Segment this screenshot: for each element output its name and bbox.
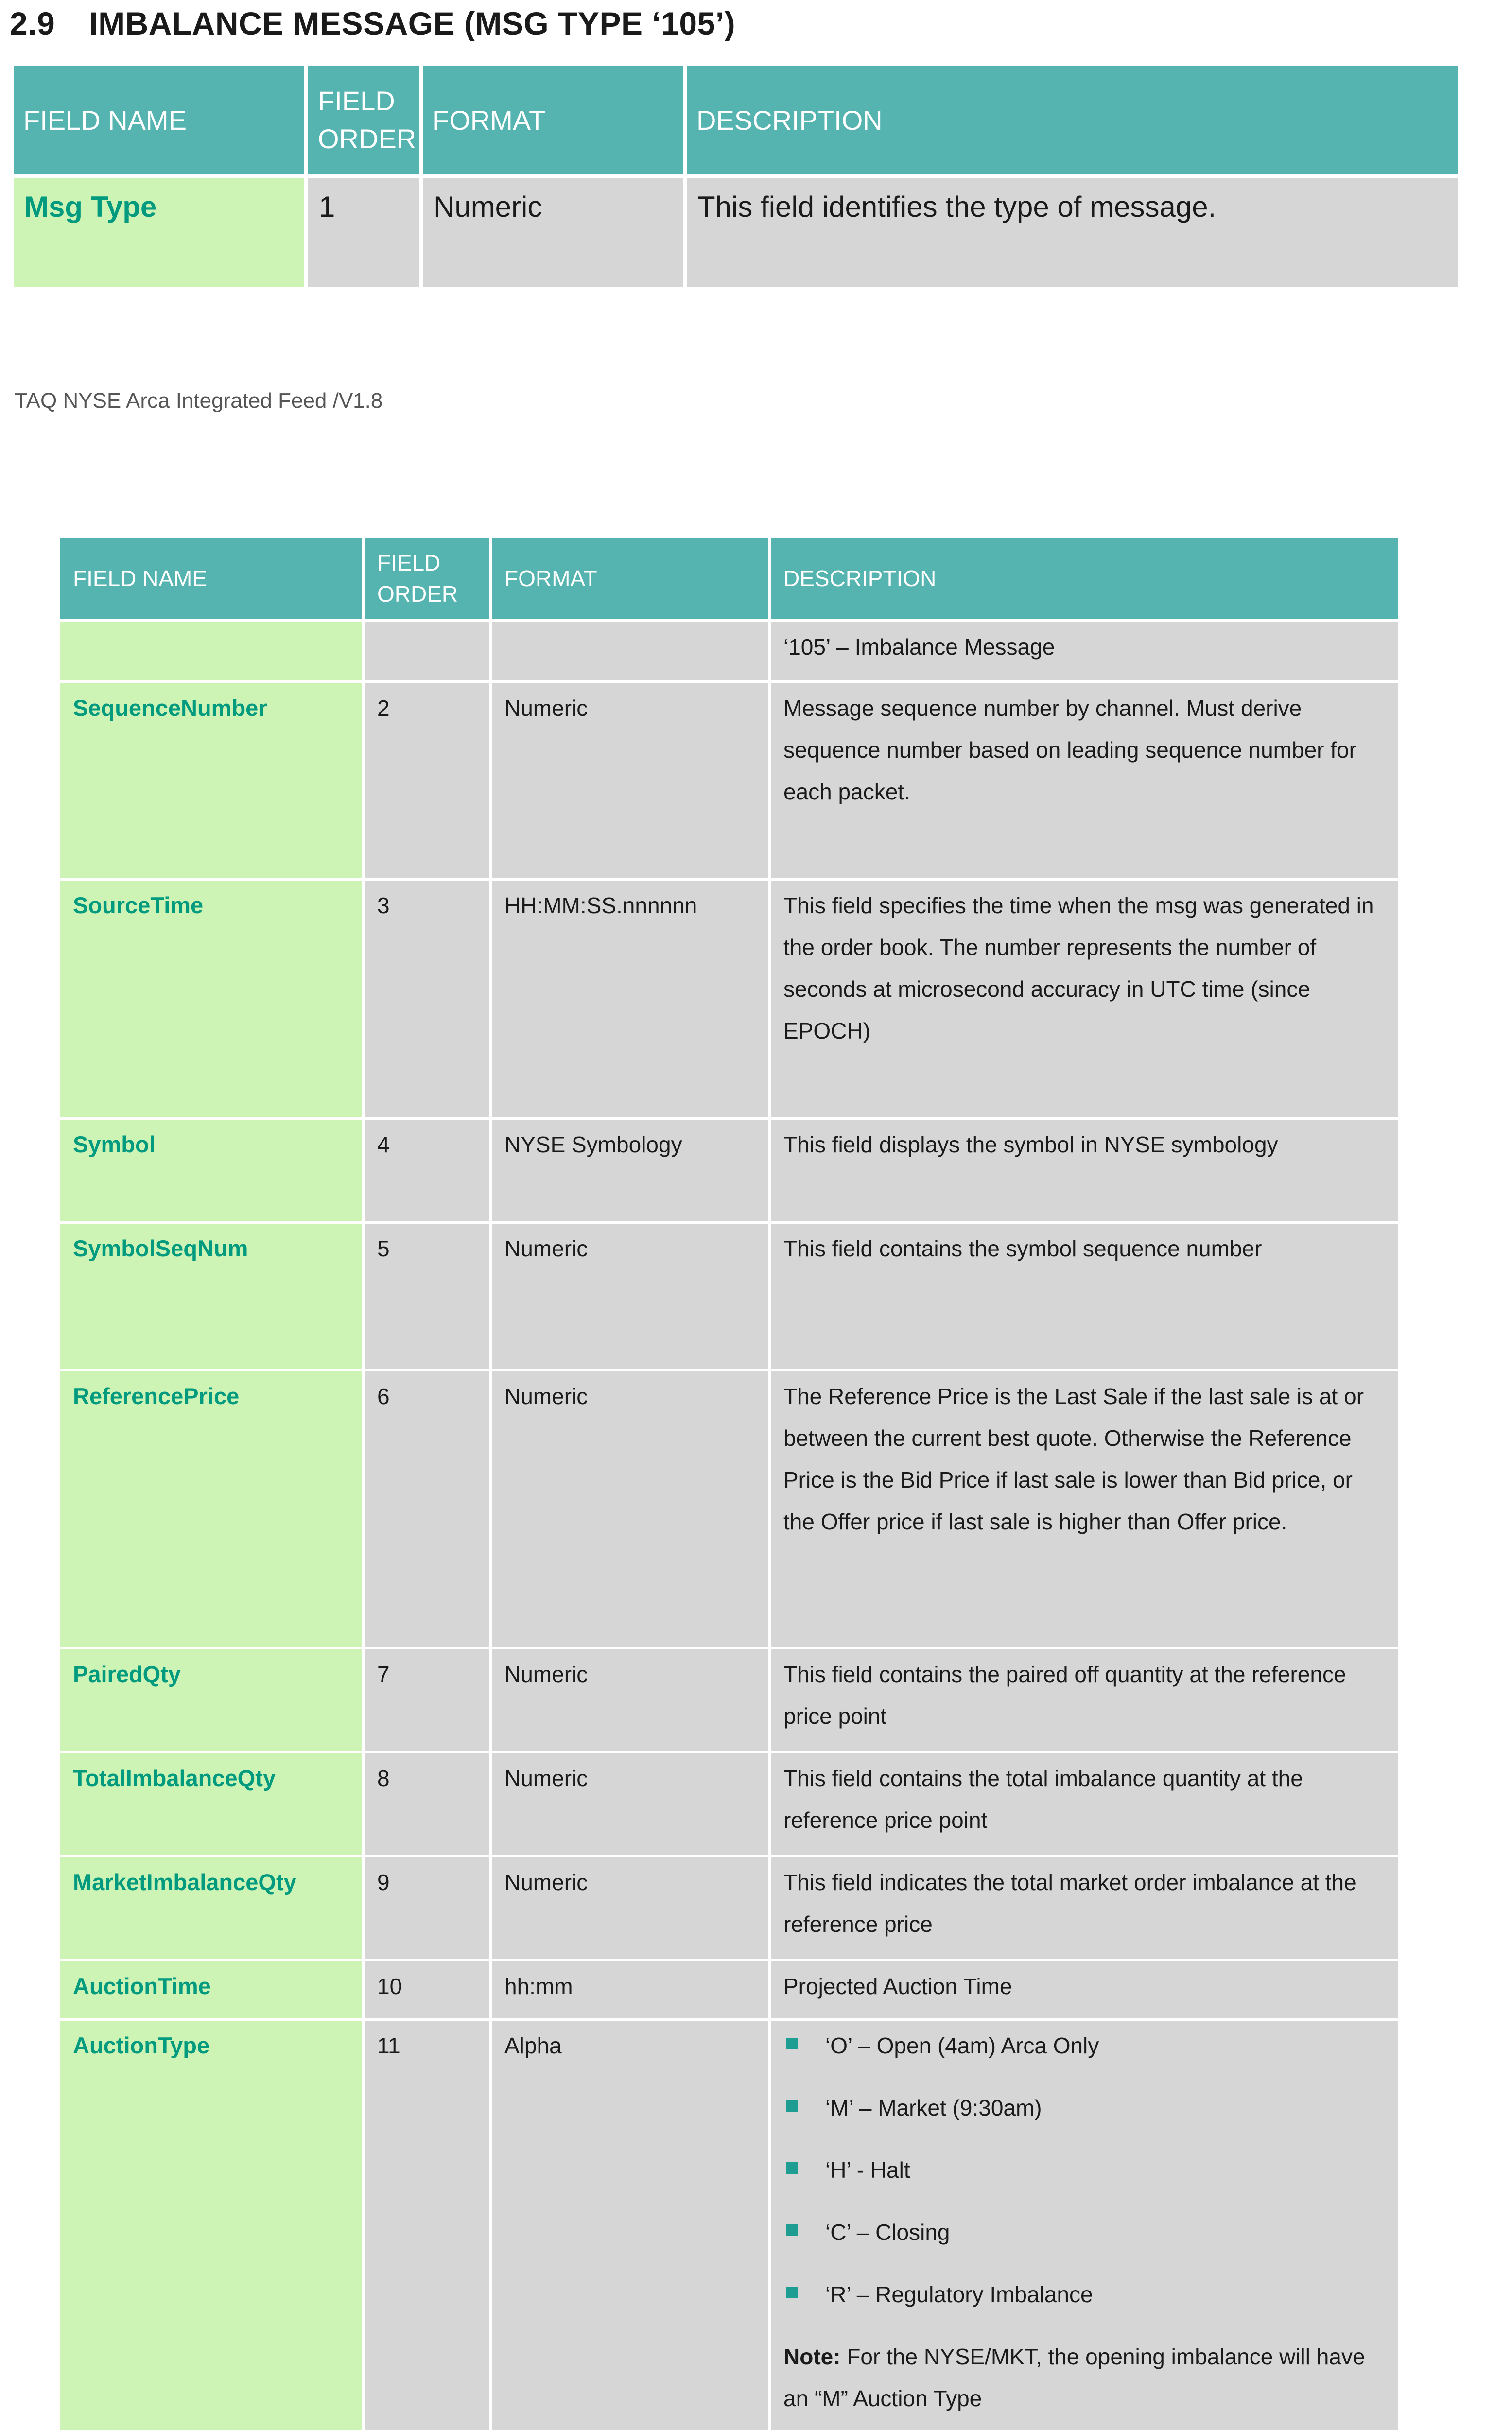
description-cell: ‘105’ – Imbalance Message bbox=[771, 622, 1398, 680]
format-cell: Alpha bbox=[492, 2021, 768, 2430]
list-item bbox=[783, 2087, 1385, 2129]
auction-type-note bbox=[783, 2336, 1385, 2419]
field-order-cell: 8 bbox=[365, 1753, 489, 1855]
format-cell: Numeric bbox=[492, 683, 768, 878]
note-label: Note: bbox=[783, 2344, 841, 2369]
table-row bbox=[60, 1649, 1398, 1751]
format-cell: Numeric bbox=[492, 1649, 768, 1751]
format-cell: Numeric bbox=[492, 1371, 768, 1647]
field-name-cell: TotalImbalanceQty bbox=[60, 1753, 362, 1855]
description-cell: This field specifies the time when the msg was generated in the order book. The number represents the number of seconds at microsecond accuracy in UTC time (since EPOCH) bbox=[771, 881, 1398, 1117]
table-row bbox=[60, 1857, 1398, 1959]
auction-type-option: ‘O’ – Open (4am) Arca Only bbox=[825, 2033, 1099, 2058]
note-text: For the NYSE/MKT, the opening imbalance will have an “M” Auction Type bbox=[783, 2344, 1365, 2411]
description-cell: This field indicates the total market order imbalance at the reference price bbox=[771, 1857, 1398, 1959]
field-order-cell: 2 bbox=[365, 683, 489, 878]
field-order-cell bbox=[365, 622, 489, 680]
list-item bbox=[783, 2211, 1385, 2253]
field-name-cell: SymbolSeqNum bbox=[60, 1224, 362, 1369]
description-cell: This field contains the total imbalance quantity at the reference price point bbox=[771, 1753, 1398, 1855]
field-order-cell: 3 bbox=[365, 881, 489, 1117]
list-item bbox=[783, 2149, 1385, 2191]
header-field-name: FIELD NAME bbox=[14, 66, 304, 174]
table-row bbox=[60, 881, 1398, 1117]
square-bullet-icon bbox=[786, 2038, 798, 2049]
auction-type-option: ‘H’ - Halt bbox=[825, 2157, 910, 2183]
field-name-cell: Symbol bbox=[60, 1120, 362, 1221]
square-bullet-icon bbox=[786, 2100, 798, 2112]
field-order-cell: 11 bbox=[365, 2021, 489, 2430]
field-order-cell: 5 bbox=[365, 1224, 489, 1369]
description-cell bbox=[771, 2021, 1398, 2430]
square-bullet-icon bbox=[786, 2287, 798, 2298]
auction-type-option: ‘C’ – Closing bbox=[825, 2220, 950, 2245]
auction-type-list bbox=[783, 2025, 1385, 2315]
table-row bbox=[60, 1753, 1398, 1855]
table-row bbox=[60, 1120, 1398, 1221]
header-format: FORMAT bbox=[423, 66, 683, 174]
field-order-cell: 1 bbox=[308, 178, 419, 287]
description-cell: Projected Auction Time bbox=[771, 1961, 1398, 2018]
header-description: DESCRIPTION bbox=[687, 66, 1458, 174]
field-name-cell bbox=[60, 622, 362, 680]
square-bullet-icon bbox=[786, 2162, 798, 2174]
format-cell: HH:MM:SS.nnnnnn bbox=[492, 881, 768, 1117]
table-row bbox=[60, 1224, 1398, 1369]
field-name-cell: PairedQty bbox=[60, 1649, 362, 1751]
header-field-name: FIELD NAME bbox=[60, 538, 362, 619]
section-title bbox=[10, 5, 735, 42]
square-bullet-icon bbox=[786, 2224, 798, 2236]
header-field-order: FIELD ORDER bbox=[308, 66, 419, 174]
list-item bbox=[783, 2274, 1385, 2315]
section-number: 2.9 bbox=[10, 5, 55, 41]
auction-type-option: ‘R’ – Regulatory Imbalance bbox=[825, 2282, 1093, 2307]
table-header-row bbox=[60, 538, 1398, 619]
field-order-cell: 6 bbox=[365, 1371, 489, 1647]
section-title-text: IMBALANCE MESSAGE (MSG TYPE ‘105’) bbox=[89, 5, 736, 41]
table-row bbox=[60, 683, 1398, 878]
table-row bbox=[60, 1961, 1398, 2018]
table-row bbox=[60, 1371, 1398, 1647]
field-name-cell: Msg Type bbox=[14, 178, 304, 287]
table-header-row bbox=[14, 66, 1458, 174]
field-name-cell: AuctionType bbox=[60, 2021, 362, 2430]
field-order-cell: 4 bbox=[365, 1120, 489, 1221]
table-row bbox=[60, 2021, 1398, 2430]
description-cell: The Reference Price is the Last Sale if the last sale is at or between the current best quote. Otherwise the Reference Price is the Bid Price if last sale is lower than Bid price, or the Offer price if last sale is higher than Offer price. bbox=[771, 1371, 1398, 1647]
field-name-cell: AuctionTime bbox=[60, 1961, 362, 2018]
field-name-cell: SourceTime bbox=[60, 881, 362, 1117]
field-order-cell: 9 bbox=[365, 1857, 489, 1959]
header-field-order: FIELD ORDER bbox=[365, 538, 489, 619]
description-cell: Message sequence number by channel. Must derive sequence number based on leading sequence number for each packet. bbox=[771, 683, 1398, 878]
imbalance-message-table-part-2 bbox=[57, 535, 1401, 2430]
imbalance-message-table-part-1 bbox=[10, 62, 1462, 291]
auction-type-option: ‘M’ – Market (9:30am) bbox=[825, 2095, 1042, 2120]
format-cell: Numeric bbox=[492, 1753, 768, 1855]
header-description: DESCRIPTION bbox=[771, 538, 1398, 619]
format-cell bbox=[492, 622, 768, 680]
field-name-cell: ReferencePrice bbox=[60, 1371, 362, 1647]
field-name-cell: SequenceNumber bbox=[60, 683, 362, 878]
description-cell: This field contains the paired off quantity at the reference price point bbox=[771, 1649, 1398, 1751]
header-format: FORMAT bbox=[492, 538, 768, 619]
format-cell: Numeric bbox=[492, 1857, 768, 1959]
document-header: TAQ NYSE Arca Integrated Feed /V1.8 bbox=[15, 389, 383, 413]
table-row bbox=[14, 178, 1458, 287]
list-item bbox=[783, 2025, 1385, 2066]
format-cell: Numeric bbox=[423, 178, 683, 287]
table-row bbox=[60, 622, 1398, 680]
field-order-cell: 7 bbox=[365, 1649, 489, 1751]
field-name-cell: MarketImbalanceQty bbox=[60, 1857, 362, 1959]
field-order-cell: 10 bbox=[365, 1961, 489, 2018]
format-cell: NYSE Symbology bbox=[492, 1120, 768, 1221]
format-cell: hh:mm bbox=[492, 1961, 768, 2018]
description-cell: This field identifies the type of message. bbox=[687, 178, 1458, 287]
description-cell: This field contains the symbol sequence number bbox=[771, 1224, 1398, 1369]
description-cell: This field displays the symbol in NYSE symbology bbox=[771, 1120, 1398, 1221]
format-cell: Numeric bbox=[492, 1224, 768, 1369]
